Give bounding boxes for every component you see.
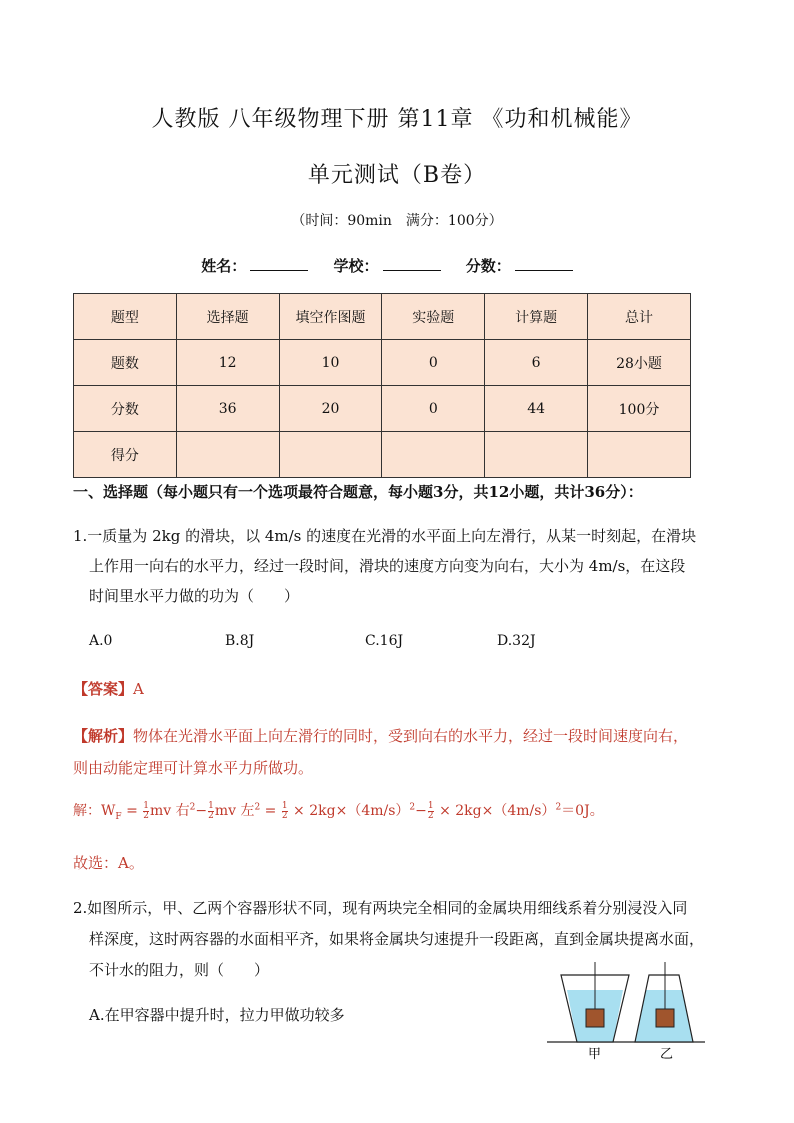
formula-text: = <box>121 803 143 819</box>
table-cell: 100分 <box>588 386 691 432</box>
table-row <box>74 386 691 432</box>
q2-line2: 样深度，这时两容器的水面相平齐，如果将金属块匀速提升一段距离，直到金属块提离水面， <box>89 930 705 948</box>
metal-block-jia <box>586 1009 604 1027</box>
table-cell: 实验题 <box>382 294 485 340</box>
formula-text: − <box>195 803 208 819</box>
formula-sub: F <box>115 811 122 822</box>
score-entry-cell[interactable] <box>279 432 382 478</box>
q1-line1: 1.一质量为 2kg 的滑块，以 4m/s 的速度在光滑的水平面上向左滑行，从某一时刻起，在滑块 <box>73 527 697 545</box>
page-title: 人教版 八年级物理下册 第11章 《功和机械能》 <box>151 107 643 132</box>
question-1 <box>73 521 733 611</box>
score-entry-cell[interactable] <box>382 432 485 478</box>
name-blank[interactable] <box>250 256 308 271</box>
score-blank[interactable] <box>515 256 573 271</box>
formula-text: × 2kg×（4m/s） <box>434 803 556 819</box>
answer-label: 【答案】 <box>73 680 134 698</box>
formula-text: − <box>415 803 427 819</box>
q1-option-b: B.8J <box>225 633 255 649</box>
formula-text: mv 左 <box>214 803 255 819</box>
label-yi: 乙 <box>660 1047 674 1062</box>
score-label: 分数： <box>465 257 511 275</box>
table-cell: 0 <box>382 386 485 432</box>
q1-option-c: C.16J <box>365 633 404 649</box>
page-subtitle: 单元测试（B卷） <box>307 163 487 188</box>
q1-option-d: D.32J <box>497 633 536 649</box>
formula-text: 解：W <box>73 803 116 819</box>
formula-text: mv 右 <box>150 803 190 819</box>
score-entry-cell[interactable] <box>588 432 691 478</box>
table-row <box>74 432 691 478</box>
formula-text: = <box>260 803 281 819</box>
table-cell: 28小题 <box>588 340 691 386</box>
fraction: $\frac{1}{2}$ <box>427 800 434 821</box>
score-entry-cell[interactable] <box>485 432 588 478</box>
fraction: $\frac{1}{2}$ <box>143 800 150 821</box>
q1-option-a: A.0 <box>89 633 113 649</box>
time-info: （时间：90min 满分：100分） <box>291 213 503 229</box>
label-jia: 甲 <box>588 1047 602 1062</box>
q1-analysis <box>73 720 733 784</box>
analysis-line2: 则由动能定理可计算水平力所做功。 <box>73 759 314 777</box>
table-cell: 36 <box>176 386 279 432</box>
table-cell: 选择题 <box>176 294 279 340</box>
q2-line1: 2.如图所示，甲、乙两个容器形状不同，现有两块完全相同的金属块用细线系着分别浸没入同 <box>73 899 688 917</box>
fraction: $\frac{1}{2}$ <box>281 800 288 821</box>
score-table <box>73 293 691 478</box>
formula-text: × 2kg×（4m/s） <box>288 803 410 819</box>
table-cell: 得分 <box>74 432 177 478</box>
table-cell: 44 <box>485 386 588 432</box>
q1-conclusion: 故选：A。 <box>73 854 144 872</box>
analysis-line1: 物体在光滑水平面上向左滑行的同时，受到向右的水平力，经过一段时间速度向右， <box>133 727 689 745</box>
q2-line3: 不计水的阻力，则（ ） <box>89 961 270 979</box>
table-cell: 0 <box>382 340 485 386</box>
q1-answer <box>73 678 144 699</box>
q1-line2: 上作用一向右的水平力，经过一段时间，滑块的速度方向变为向右，大小为 4m/s，在这段 <box>89 557 686 575</box>
fraction: $\frac{1}{2}$ <box>208 800 214 821</box>
container-diagram <box>545 962 710 1062</box>
table-cell: 6 <box>485 340 588 386</box>
name-label: 姓名： <box>201 257 247 275</box>
table-cell: 12 <box>176 340 279 386</box>
q1-line3: 时间里水平力做的功为（ ） <box>89 587 300 605</box>
school-label: 学校： <box>333 257 379 275</box>
score-entry-cell[interactable] <box>176 432 279 478</box>
table-cell: 填空作图题 <box>279 294 382 340</box>
table-cell: 题型 <box>74 294 177 340</box>
formula-sup: 2 <box>409 802 416 813</box>
table-cell: 10 <box>279 340 382 386</box>
analysis-label: 【解析】 <box>73 727 134 745</box>
answer-value: A <box>133 680 144 698</box>
formula-sup: 2 <box>555 802 562 813</box>
table-cell: 20 <box>279 386 382 432</box>
formula-text: ＝0J。 <box>561 803 604 819</box>
table-cell: 题数 <box>74 340 177 386</box>
school-blank[interactable] <box>383 256 441 271</box>
q1-solution-formula <box>73 800 604 822</box>
formula-sup: 2 <box>254 802 261 813</box>
table-cell: 分数 <box>74 386 177 432</box>
q2-option-a: A.在甲容器中提升时，拉力甲做功较多 <box>89 1006 345 1024</box>
metal-block-yi <box>656 1009 674 1027</box>
table-cell: 计算题 <box>485 294 588 340</box>
section-heading: 一、选择题（每小题只有一个选项最符合题意，每小题3分，共12小题，共计36分）： <box>73 483 643 501</box>
formula-sup: 2 <box>189 802 196 813</box>
student-info-line <box>0 255 794 276</box>
table-row <box>74 340 691 386</box>
table-cell: 总计 <box>588 294 691 340</box>
table-header-row <box>74 294 691 340</box>
